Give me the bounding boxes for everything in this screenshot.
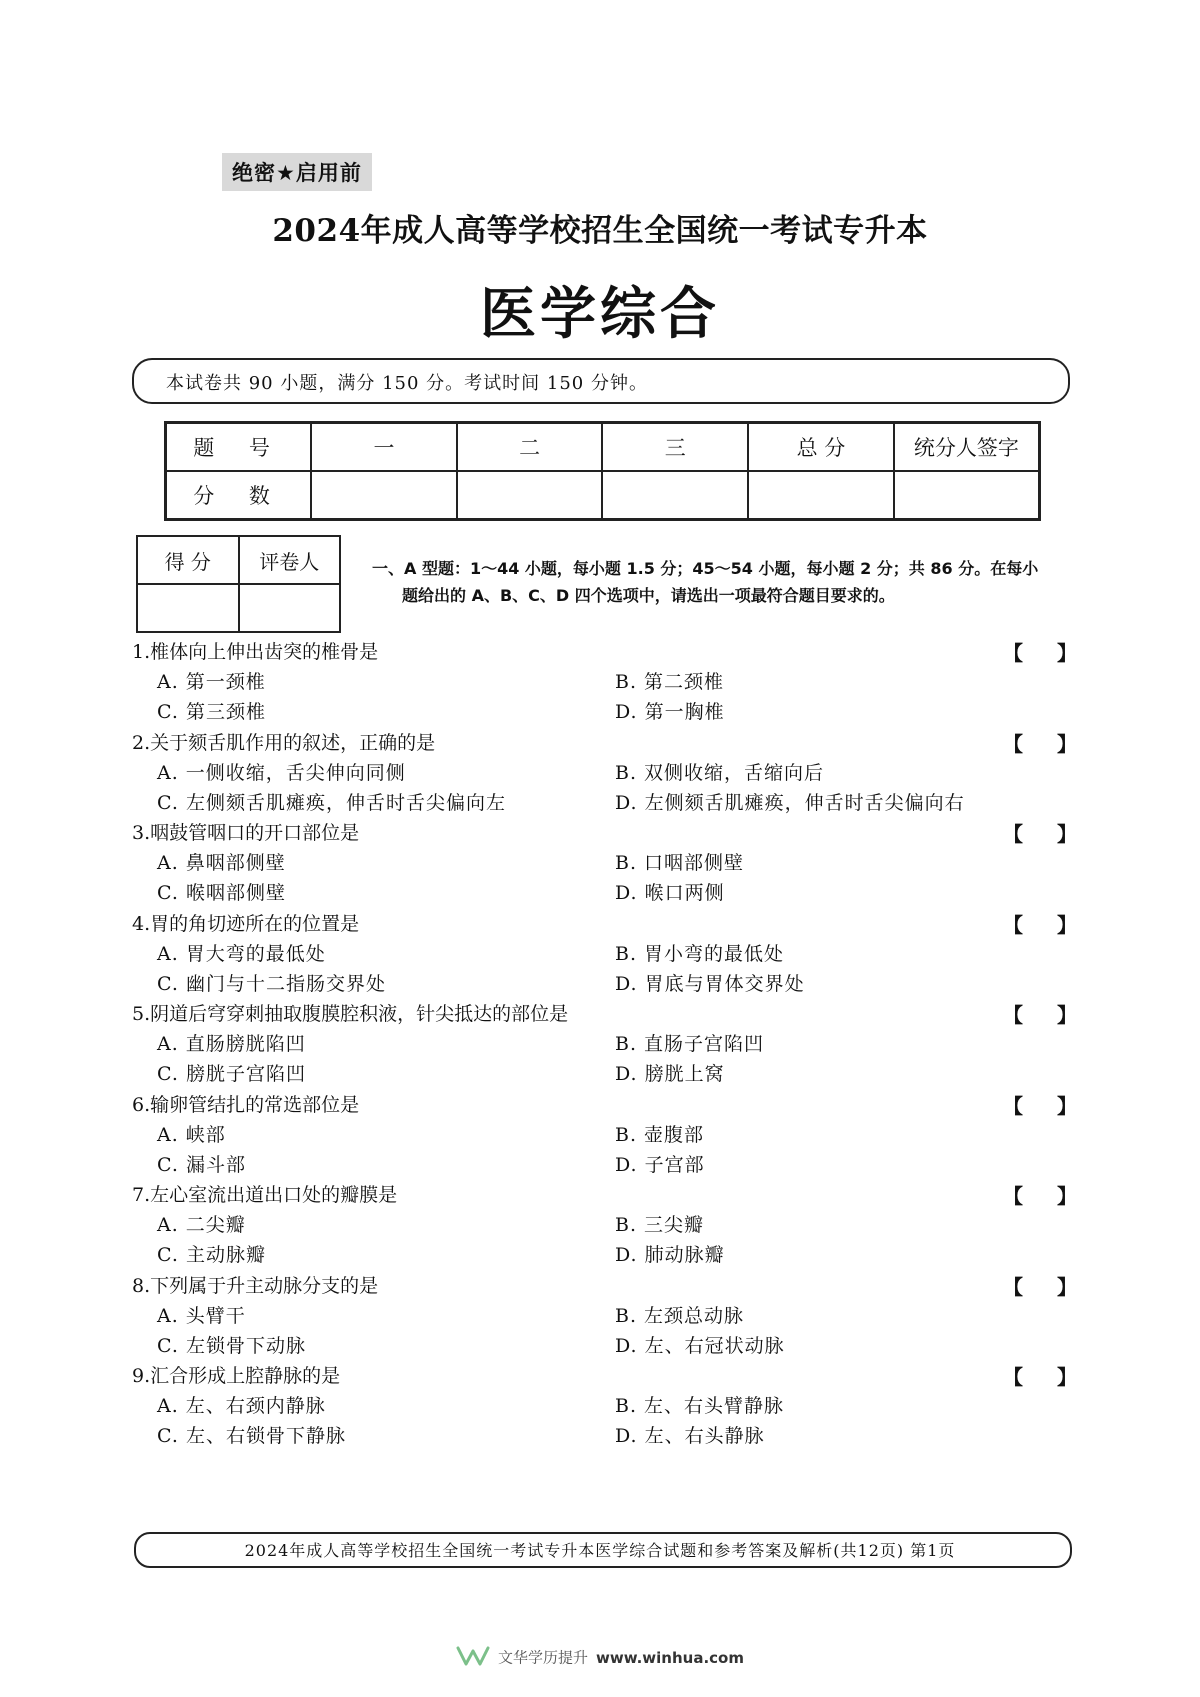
score-table-cell: 二	[457, 423, 603, 472]
option-c: C. 左锁骨下动脉	[157, 1334, 306, 1357]
option-a: A. 鼻咽部侧壁	[157, 852, 286, 874]
option-c: C. 主动脉瓣	[157, 1244, 266, 1266]
score-input-cell[interactable]	[602, 471, 748, 520]
score-input-cell[interactable]	[748, 471, 894, 520]
option-b: B. 双侧收缩，舌缩向后	[615, 761, 825, 784]
option-c: C. 喉咽部侧壁	[157, 882, 286, 904]
answer-bracket-open: 【	[1003, 641, 1023, 665]
question-stem: 7.左心室流出道出口处的瓣膜是	[132, 1184, 398, 1206]
answer-bracket-close: 】	[1057, 641, 1077, 665]
exam-title: 2024年成人高等学校招生全国统一考试专升本	[272, 213, 928, 249]
option-c: C. 左侧颏舌肌瘫痪，伸舌时舌尖偏向左	[157, 791, 506, 814]
watermark-brand: 文华学历提升	[497, 1648, 588, 1667]
page-footer: 2024年成人高等学校招生全国统一考试专升本医学综合试题和参考答案及解析(共12页) 第1页	[244, 1541, 956, 1560]
grader-table-input-row	[137, 584, 340, 632]
option-c: C. 漏斗部	[157, 1153, 246, 1176]
score-input-cell[interactable]	[311, 471, 457, 520]
winhua-logo-icon	[456, 1645, 490, 1671]
option-b: B. 壶腹部	[615, 1123, 705, 1146]
answer-bracket-close: 】	[1057, 1365, 1077, 1389]
option-a: A. 第一颈椎	[157, 671, 266, 693]
option-b: B. 胃小弯的最低处	[615, 942, 785, 965]
answer-bracket-close: 】	[1057, 1274, 1077, 1299]
score-table-cell: 题 号	[166, 423, 312, 472]
answer-bracket-close: 】	[1057, 912, 1077, 937]
question-stem: 6.输卵管结扎的常选部位是	[132, 1093, 360, 1116]
option-d: D. 第一胸椎	[615, 701, 725, 723]
question-stem: 1.椎体向上伸出齿突的椎骨是	[132, 641, 379, 663]
answer-bracket[interactable]	[1003, 1361, 1077, 1390]
option-a: A. 左、右颈内静脉	[157, 1395, 326, 1417]
answer-bracket-open: 【	[1003, 1365, 1023, 1389]
option-d: D. 左侧颏舌肌瘫痪，伸舌时舌尖偏向右	[615, 791, 965, 814]
option-b: B. 口咽部侧壁	[615, 852, 745, 874]
answer-bracket[interactable]	[1003, 999, 1077, 1028]
grader-name-label: 评卷人	[239, 536, 341, 584]
option-d: D. 左、右头静脉	[615, 1425, 765, 1447]
grader-table-header-row	[137, 536, 340, 584]
question-stem: 4.胃的角切迹所在的位置是	[132, 912, 360, 935]
option-c: C. 第三颈椎	[157, 701, 266, 723]
section-heading	[372, 555, 1072, 609]
answer-bracket-close: 】	[1057, 1093, 1077, 1118]
grader-score-label: 得 分	[137, 536, 239, 584]
score-table-cell: 分 数	[166, 471, 312, 520]
option-b: B. 直肠子宫陷凹	[615, 1033, 765, 1055]
score-table-header-row	[166, 423, 1040, 472]
option-d: D. 胃底与胃体交界处	[615, 972, 805, 995]
option-c: C. 幽门与十二指肠交界处	[157, 972, 386, 995]
answer-bracket-open: 【	[1003, 1093, 1023, 1118]
answer-bracket-open: 【	[1003, 731, 1023, 756]
answer-bracket-open: 【	[1003, 1003, 1023, 1027]
answer-bracket-open: 【	[1003, 1184, 1023, 1208]
answer-bracket[interactable]	[1003, 728, 1077, 757]
option-d: D. 肺动脉瓣	[615, 1244, 725, 1266]
section-heading-line1: 一、A 型题：1～44 小题，每小题 1.5 分；45～54 小题，每小题 2 分；共 86 分。在每小	[372, 559, 1039, 578]
answer-bracket-close: 】	[1057, 731, 1077, 756]
score-input-cell[interactable]	[894, 471, 1040, 520]
answer-bracket[interactable]	[1003, 1090, 1077, 1119]
score-table-score-row	[166, 471, 1040, 520]
subject-title: 医学综合	[480, 282, 720, 347]
answer-bracket[interactable]	[1003, 909, 1077, 938]
question-stem: 5.阴道后穹穿刺抽取腹膜腔积液，针尖抵达的部位是	[132, 1003, 569, 1025]
secret-mark: 绝密★启用前	[222, 153, 372, 191]
option-a: A. 头臂干	[157, 1304, 246, 1327]
grader-score-cell[interactable]	[137, 584, 239, 632]
question-stem: 9.汇合形成上腔静脉的是	[132, 1365, 341, 1387]
option-a: A. 胃大弯的最低处	[157, 942, 326, 965]
option-a: A. 二尖瓣	[157, 1214, 246, 1236]
option-c: C. 膀胱子宫陷凹	[157, 1063, 306, 1085]
score-table-cell: 统分人签字	[894, 423, 1040, 472]
score-table	[164, 421, 1041, 521]
score-table-cell: 三	[602, 423, 748, 472]
option-d: D. 子宫部	[615, 1153, 705, 1176]
question-stem: 2.关于颏舌肌作用的叙述，正确的是	[132, 731, 436, 754]
answer-bracket[interactable]	[1003, 1271, 1077, 1300]
exam-info: 本试卷共 90 小题，满分 150 分。考试时间 150 分钟。	[166, 373, 648, 394]
option-c: C. 左、右锁骨下静脉	[157, 1425, 346, 1447]
option-d: D. 左、右冠状动脉	[615, 1334, 785, 1357]
option-b: B. 第二颈椎	[615, 671, 725, 693]
answer-bracket[interactable]	[1003, 1180, 1077, 1209]
score-table-cell: 总 分	[748, 423, 894, 472]
watermark	[0, 1645, 1200, 1671]
option-b: B. 左、右头臂静脉	[615, 1395, 785, 1417]
answer-bracket-open: 【	[1003, 912, 1023, 937]
answer-bracket[interactable]	[1003, 818, 1077, 847]
option-b: B. 三尖瓣	[615, 1214, 705, 1236]
question-stem: 3.咽鼓管咽口的开口部位是	[132, 822, 360, 844]
answer-bracket-open: 【	[1003, 822, 1023, 846]
option-a: A. 峡部	[157, 1123, 226, 1146]
grader-name-cell[interactable]	[239, 584, 341, 632]
answer-bracket-open: 【	[1003, 1274, 1023, 1299]
answer-bracket-close: 】	[1057, 1184, 1077, 1208]
score-input-cell[interactable]	[457, 471, 603, 520]
watermark-url[interactable]: www.winhua.com	[596, 1648, 744, 1667]
grader-table	[136, 535, 341, 633]
option-d: D. 膀胱上窝	[615, 1063, 725, 1085]
answer-bracket-close: 】	[1057, 822, 1077, 846]
question-stem: 8.下列属于升主动脉分支的是	[132, 1274, 379, 1297]
score-table-cell: 一	[311, 423, 457, 472]
option-b: B. 左颈总动脉	[615, 1304, 745, 1327]
answer-bracket[interactable]	[1003, 637, 1077, 666]
option-a: A. 一侧收缩，舌尖伸向同侧	[157, 761, 406, 784]
answer-bracket-close: 】	[1057, 1003, 1077, 1027]
section-heading-line2: 题给出的 A、B、C、D 四个选项中，请选出一项最符合题目要求的。	[402, 586, 895, 605]
option-d: D. 喉口两侧	[615, 882, 725, 904]
option-a: A. 直肠膀胱陷凹	[157, 1033, 306, 1055]
